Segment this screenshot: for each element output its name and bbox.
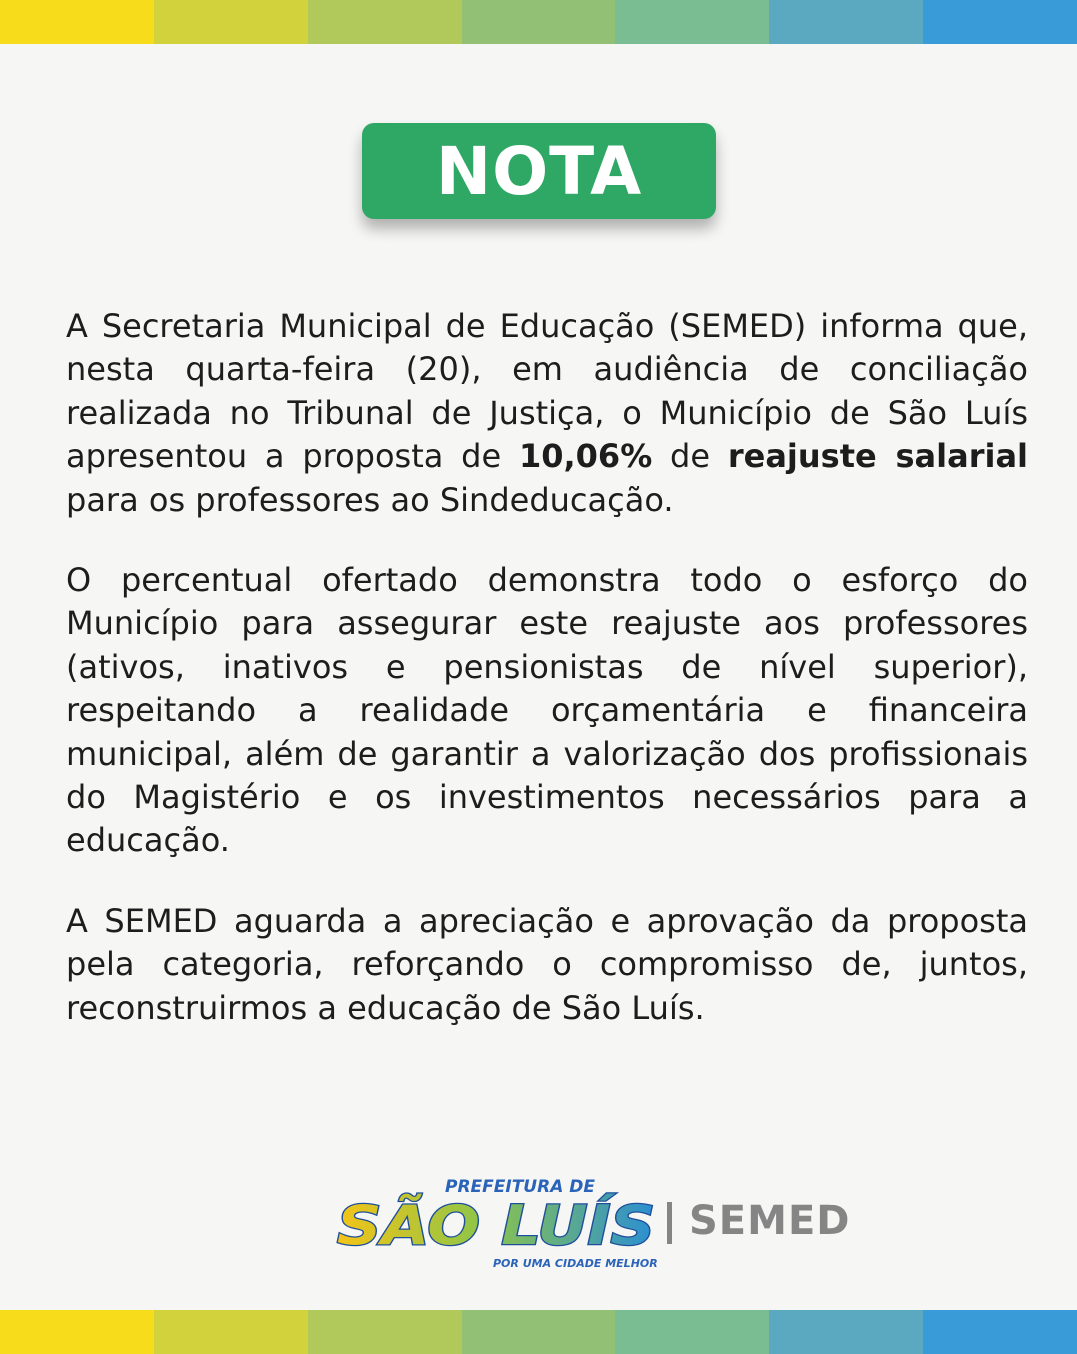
logo-top-text: PREFEITURA DE xyxy=(445,1177,596,1197)
paragraph-2 xyxy=(66,559,1028,863)
note-body xyxy=(66,305,1028,1067)
stripe-segment xyxy=(0,0,154,44)
text-segment: para os professores ao Sindeducação. xyxy=(66,480,674,519)
stripe-segment xyxy=(923,0,1077,44)
stripe-segment xyxy=(615,0,769,44)
footer-divider xyxy=(667,1202,672,1244)
stripe-segment xyxy=(769,1310,923,1354)
bold-text-segment: 10,06% xyxy=(518,437,653,476)
stripe-segment xyxy=(769,0,923,44)
text-segment: A Secretaria Municipal de Educação (SEMED) informa que, nesta quarta-feira (20), em audiência de conciliação realizada no Tribunal de Justiça, o Município de São Luís apresentou a proposta de xyxy=(66,307,1028,476)
stripe-segment xyxy=(0,1310,154,1354)
stripe-segment xyxy=(308,0,462,44)
stripe-segment xyxy=(462,0,616,44)
semed-label: SEMED xyxy=(689,1198,851,1244)
paragraph-1 xyxy=(66,305,1028,522)
stripe-segment xyxy=(154,0,308,44)
nota-title: NOTA xyxy=(435,132,643,210)
footer-branding xyxy=(333,1172,873,1272)
paragraph-3 xyxy=(66,900,1028,1030)
stripe-segment xyxy=(615,1310,769,1354)
stripe-segment xyxy=(462,1310,616,1354)
stripe-segment xyxy=(154,1310,308,1354)
logo-main-text: SÃO LUÍS xyxy=(337,1194,655,1257)
text-segment: de xyxy=(652,437,728,476)
text-segment: A SEMED aguarda a apreciação e aprovação da proposta pela categoria, reforçando o compromisso de, juntos, reconstruirmos a educação de São Luís. xyxy=(66,901,1028,1027)
bold-text-segment: reajuste salarial xyxy=(727,437,1028,476)
nota-badge xyxy=(362,123,716,219)
top-color-stripe xyxy=(0,0,1077,44)
prefeitura-sao-luis-logo xyxy=(333,1172,663,1272)
logo-sub-text: POR UMA CIDADE MELHOR xyxy=(493,1257,658,1270)
stripe-segment xyxy=(923,1310,1077,1354)
text-segment: O percentual ofertado demonstra todo o esforço do Município para assegurar este reajuste aos professores (ativos, inativos e pensionistas de nível superior), respeitando a realidade orçamentária e financeira municipal, além de garantir a valorização dos profissionais do Magistério e os investimentos necessários para a educação. xyxy=(66,561,1028,860)
stripe-segment xyxy=(308,1310,462,1354)
bottom-color-stripe xyxy=(0,1310,1077,1354)
